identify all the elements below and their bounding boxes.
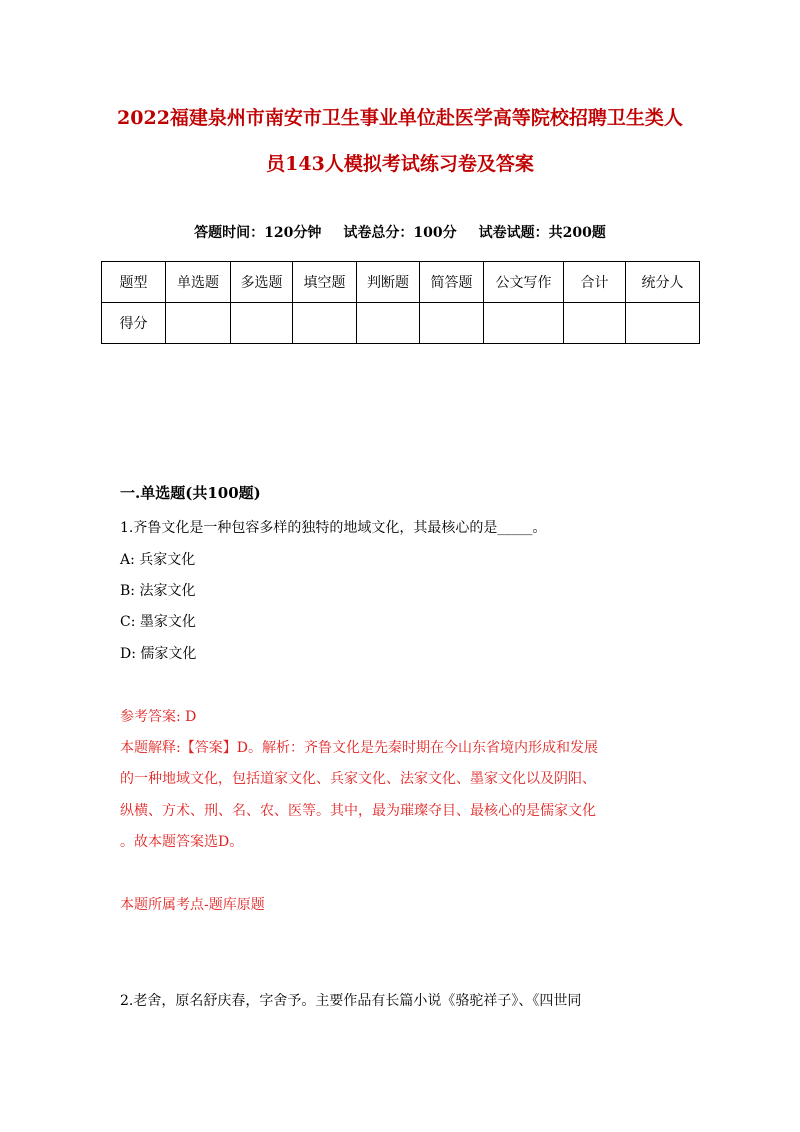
exam-total-score: 试卷总分：100分 [343,225,457,241]
score-table-header-cell: 简答题 [420,262,484,303]
question-1-option-d: D: 儒家文化 [120,646,197,662]
question-1-option-b: B: 法家文化 [120,583,196,599]
score-table-header-cell: 合计 [564,262,626,303]
score-cell [293,303,357,344]
section-heading: 一.单选题(共100题) [120,484,261,502]
score-cell [484,303,564,344]
score-table-header-cell: 统分人 [626,262,700,303]
score-cell [626,303,700,344]
score-table-header-cell: 公文写作 [484,262,564,303]
question-1-source: 本题所属考点-题库原题 [120,897,265,913]
score-cell [166,303,231,344]
score-table-header-cell: 题型 [102,262,166,303]
score-table-header-cell: 填空题 [293,262,357,303]
document-title-line-2: 员143人模拟考试练习卷及答案 [266,153,534,175]
question-1-stem: 1.齐鲁文化是一种包容多样的独特的地域文化，其最核心的是_____。 [120,520,547,536]
exam-question-count: 试卷试题：共200题 [478,225,606,241]
exam-time: 答题时间：120分钟 [194,225,322,241]
score-table-row-label: 得分 [102,303,166,344]
question-1-explanation-line: 的一种地域文化，包括道家文化、兵家文化、法家文化、墨家文化以及阴阳、 [120,771,596,787]
score-table-header-row [102,262,700,303]
question-2-stem: 2.老舍，原名舒庆春，字舍予。主要作品有长篇小说《骆驼祥子》、《四世同 [120,993,582,1009]
score-cell [564,303,626,344]
question-1-explanation-line: 纵横、方术、刑、名、农、医等。其中，最为璀璨夺目、最核心的是儒家文化 [120,803,596,819]
score-cell [357,303,420,344]
question-1-answer: 参考答案: D [120,709,197,725]
score-cell [420,303,484,344]
score-table-header-cell: 判断题 [357,262,420,303]
score-table [101,261,700,344]
score-table-header-cell: 多选题 [231,262,293,303]
score-table-score-row [102,303,700,344]
exam-info [0,223,800,243]
question-1-explanation-line: 。故本题答案选D。 [120,834,244,850]
score-cell [231,303,293,344]
question-1-option-a: A: 兵家文化 [120,552,196,568]
question-1-option-c: C: 墨家文化 [120,614,196,630]
document-title-line-1: 2022福建泉州市南安市卫生事业单位赴医学高等院校招聘卫生类人 [117,107,683,129]
question-1-explanation-line: 本题解释:【答案】D。解析：齐鲁文化是先秦时期在今山东省境内形成和发展 [120,740,598,756]
score-table-header-cell: 单选题 [166,262,231,303]
